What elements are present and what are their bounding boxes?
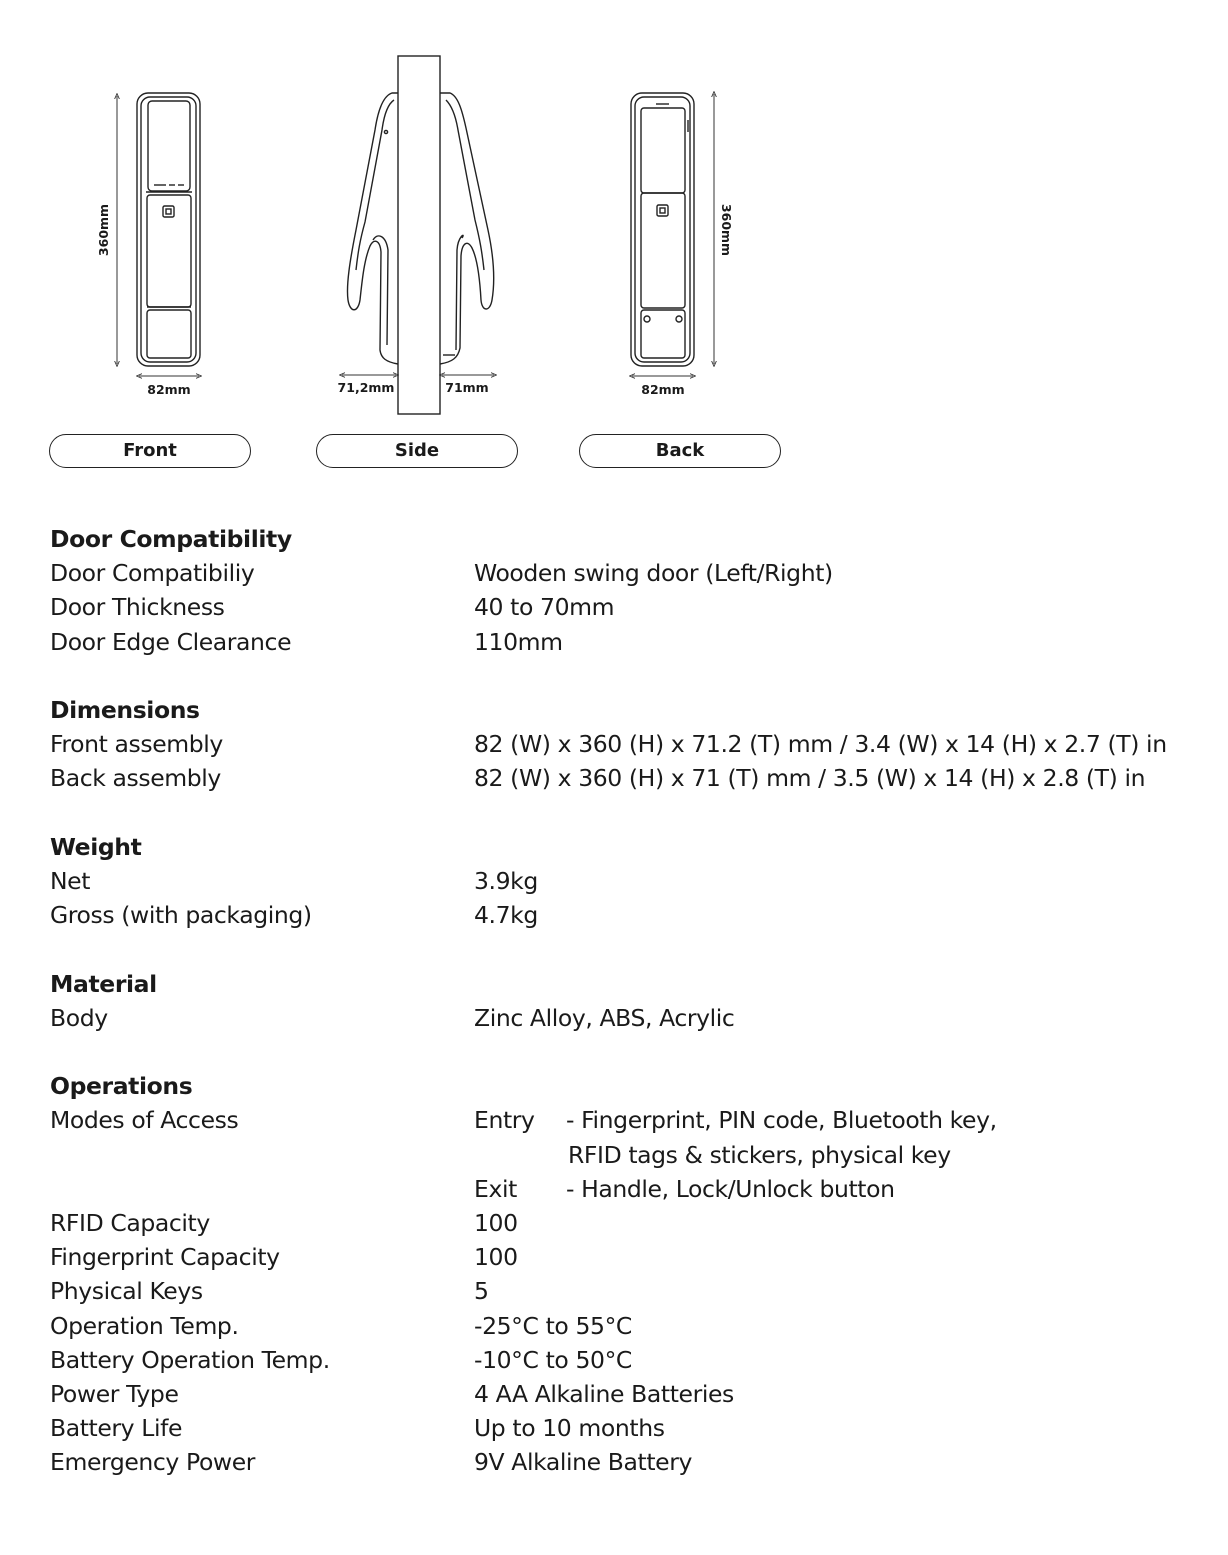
spec-label: Door Edge Clearance	[50, 627, 292, 656]
side-view-label: Side	[316, 434, 518, 468]
section-title: Dimensions	[50, 695, 200, 724]
spec-row	[50, 761, 1220, 795]
spec-row	[50, 1240, 1220, 1274]
spec-row	[50, 1411, 1220, 1445]
door-compatibility-section	[50, 522, 1220, 659]
dimensions-section	[50, 693, 1220, 796]
spec-row	[50, 1001, 1220, 1035]
spec-row	[50, 590, 1220, 624]
spec-row	[50, 556, 1220, 590]
front-width-label: 82mm	[147, 382, 191, 397]
front-view-label: Front	[49, 434, 251, 468]
section-title: Door Compatibility	[50, 525, 292, 553]
spec-label: Door Thickness	[50, 593, 225, 622]
spec-value: 5	[474, 1277, 489, 1306]
spec-value: 4 AA Alkaline Batteries	[474, 1379, 734, 1408]
spec-label: Physical Keys	[50, 1277, 203, 1306]
spec-row	[50, 727, 1220, 761]
spec-value: 82 (W) x 360 (H) x 71.2 (T) mm / 3.4 (W) x 14 (H) x 2.7 (T) in	[474, 730, 1167, 759]
spec-row-modes-of-access	[50, 1103, 1220, 1206]
spec-value: 9V Alkaline Battery	[474, 1448, 692, 1477]
spec-label: RFID Capacity	[50, 1208, 210, 1237]
spec-value: 100	[474, 1208, 518, 1237]
section-title: Operations	[50, 1072, 193, 1101]
operations-section	[50, 1069, 1220, 1479]
spec-value: 4.7kg	[474, 901, 538, 930]
spec-label: Battery Life	[50, 1414, 183, 1443]
spec-value: 110mm	[474, 627, 563, 656]
side-view-drawing	[342, 56, 494, 414]
spec-row	[50, 1377, 1220, 1411]
spec-label: Operation Temp.	[50, 1311, 239, 1340]
entry-methods: - Fingerprint, PIN code, Bluetooth key,	[566, 1106, 997, 1135]
spec-value: Wooden swing door (Left/Right)	[474, 559, 833, 588]
spec-value: Up to 10 months	[474, 1414, 665, 1443]
spec-label: Front assembly	[50, 730, 223, 759]
spec-label: Modes of Access	[50, 1106, 239, 1135]
spec-row	[50, 625, 1220, 659]
entry-methods-continued: RFID tags & stickers, physical key	[568, 1140, 951, 1169]
side-left-thickness-label: 71,2mm	[337, 380, 395, 395]
spec-value: -25°C to 55°C	[474, 1311, 632, 1340]
spec-label: Power Type	[50, 1379, 179, 1408]
front-height-label: 360mm	[96, 203, 111, 257]
spec-label: Battery Operation Temp.	[50, 1345, 330, 1374]
spec-label: Net	[50, 866, 91, 895]
back-view-drawing	[631, 93, 714, 376]
spec-label: Fingerprint Capacity	[50, 1243, 280, 1272]
entry-line-continued	[474, 1138, 997, 1172]
back-height-label: 360mm	[719, 203, 734, 257]
spec-value: 3.9kg	[474, 866, 538, 895]
front-view-drawing	[117, 93, 200, 376]
exit-methods: - Handle, Lock/Unlock button	[566, 1174, 895, 1203]
entry-line	[474, 1103, 997, 1137]
spec-row	[50, 1309, 1220, 1343]
spec-label: Emergency Power	[50, 1448, 256, 1477]
spec-sheet	[50, 522, 1220, 1514]
lock-line-drawings	[0, 0, 1228, 430]
section-title: Weight	[50, 832, 142, 861]
spec-row	[50, 898, 1220, 932]
section-title: Material	[50, 969, 157, 998]
spec-label: Body	[50, 1003, 108, 1032]
back-view-label: Back	[579, 434, 781, 468]
spec-row	[50, 864, 1220, 898]
exit-key: Exit	[474, 1174, 517, 1203]
spec-row	[50, 1343, 1220, 1377]
weight-section	[50, 830, 1220, 933]
spec-value: Zinc Alloy, ABS, Acrylic	[474, 1003, 735, 1032]
spec-value: 100	[474, 1243, 518, 1272]
product-diagrams	[0, 0, 1228, 490]
spec-row	[50, 1274, 1220, 1308]
exit-line	[474, 1172, 997, 1206]
side-right-thickness-label: 71mm	[445, 380, 489, 395]
spec-value: 40 to 70mm	[474, 593, 615, 622]
spec-row	[50, 1445, 1220, 1479]
back-width-label: 82mm	[641, 382, 685, 397]
access-modes	[474, 1103, 997, 1206]
entry-key: Entry	[474, 1106, 535, 1135]
material-section	[50, 967, 1220, 1035]
spec-value: -10°C to 50°C	[474, 1345, 632, 1374]
spec-label: Gross (with packaging)	[50, 901, 312, 930]
spec-row	[50, 1206, 1220, 1240]
spec-value: 82 (W) x 360 (H) x 71 (T) mm / 3.5 (W) x 14 (H) x 2.8 (T) in	[474, 764, 1146, 793]
spec-label: Door Compatibiliy	[50, 559, 255, 588]
spec-label: Back assembly	[50, 764, 221, 793]
